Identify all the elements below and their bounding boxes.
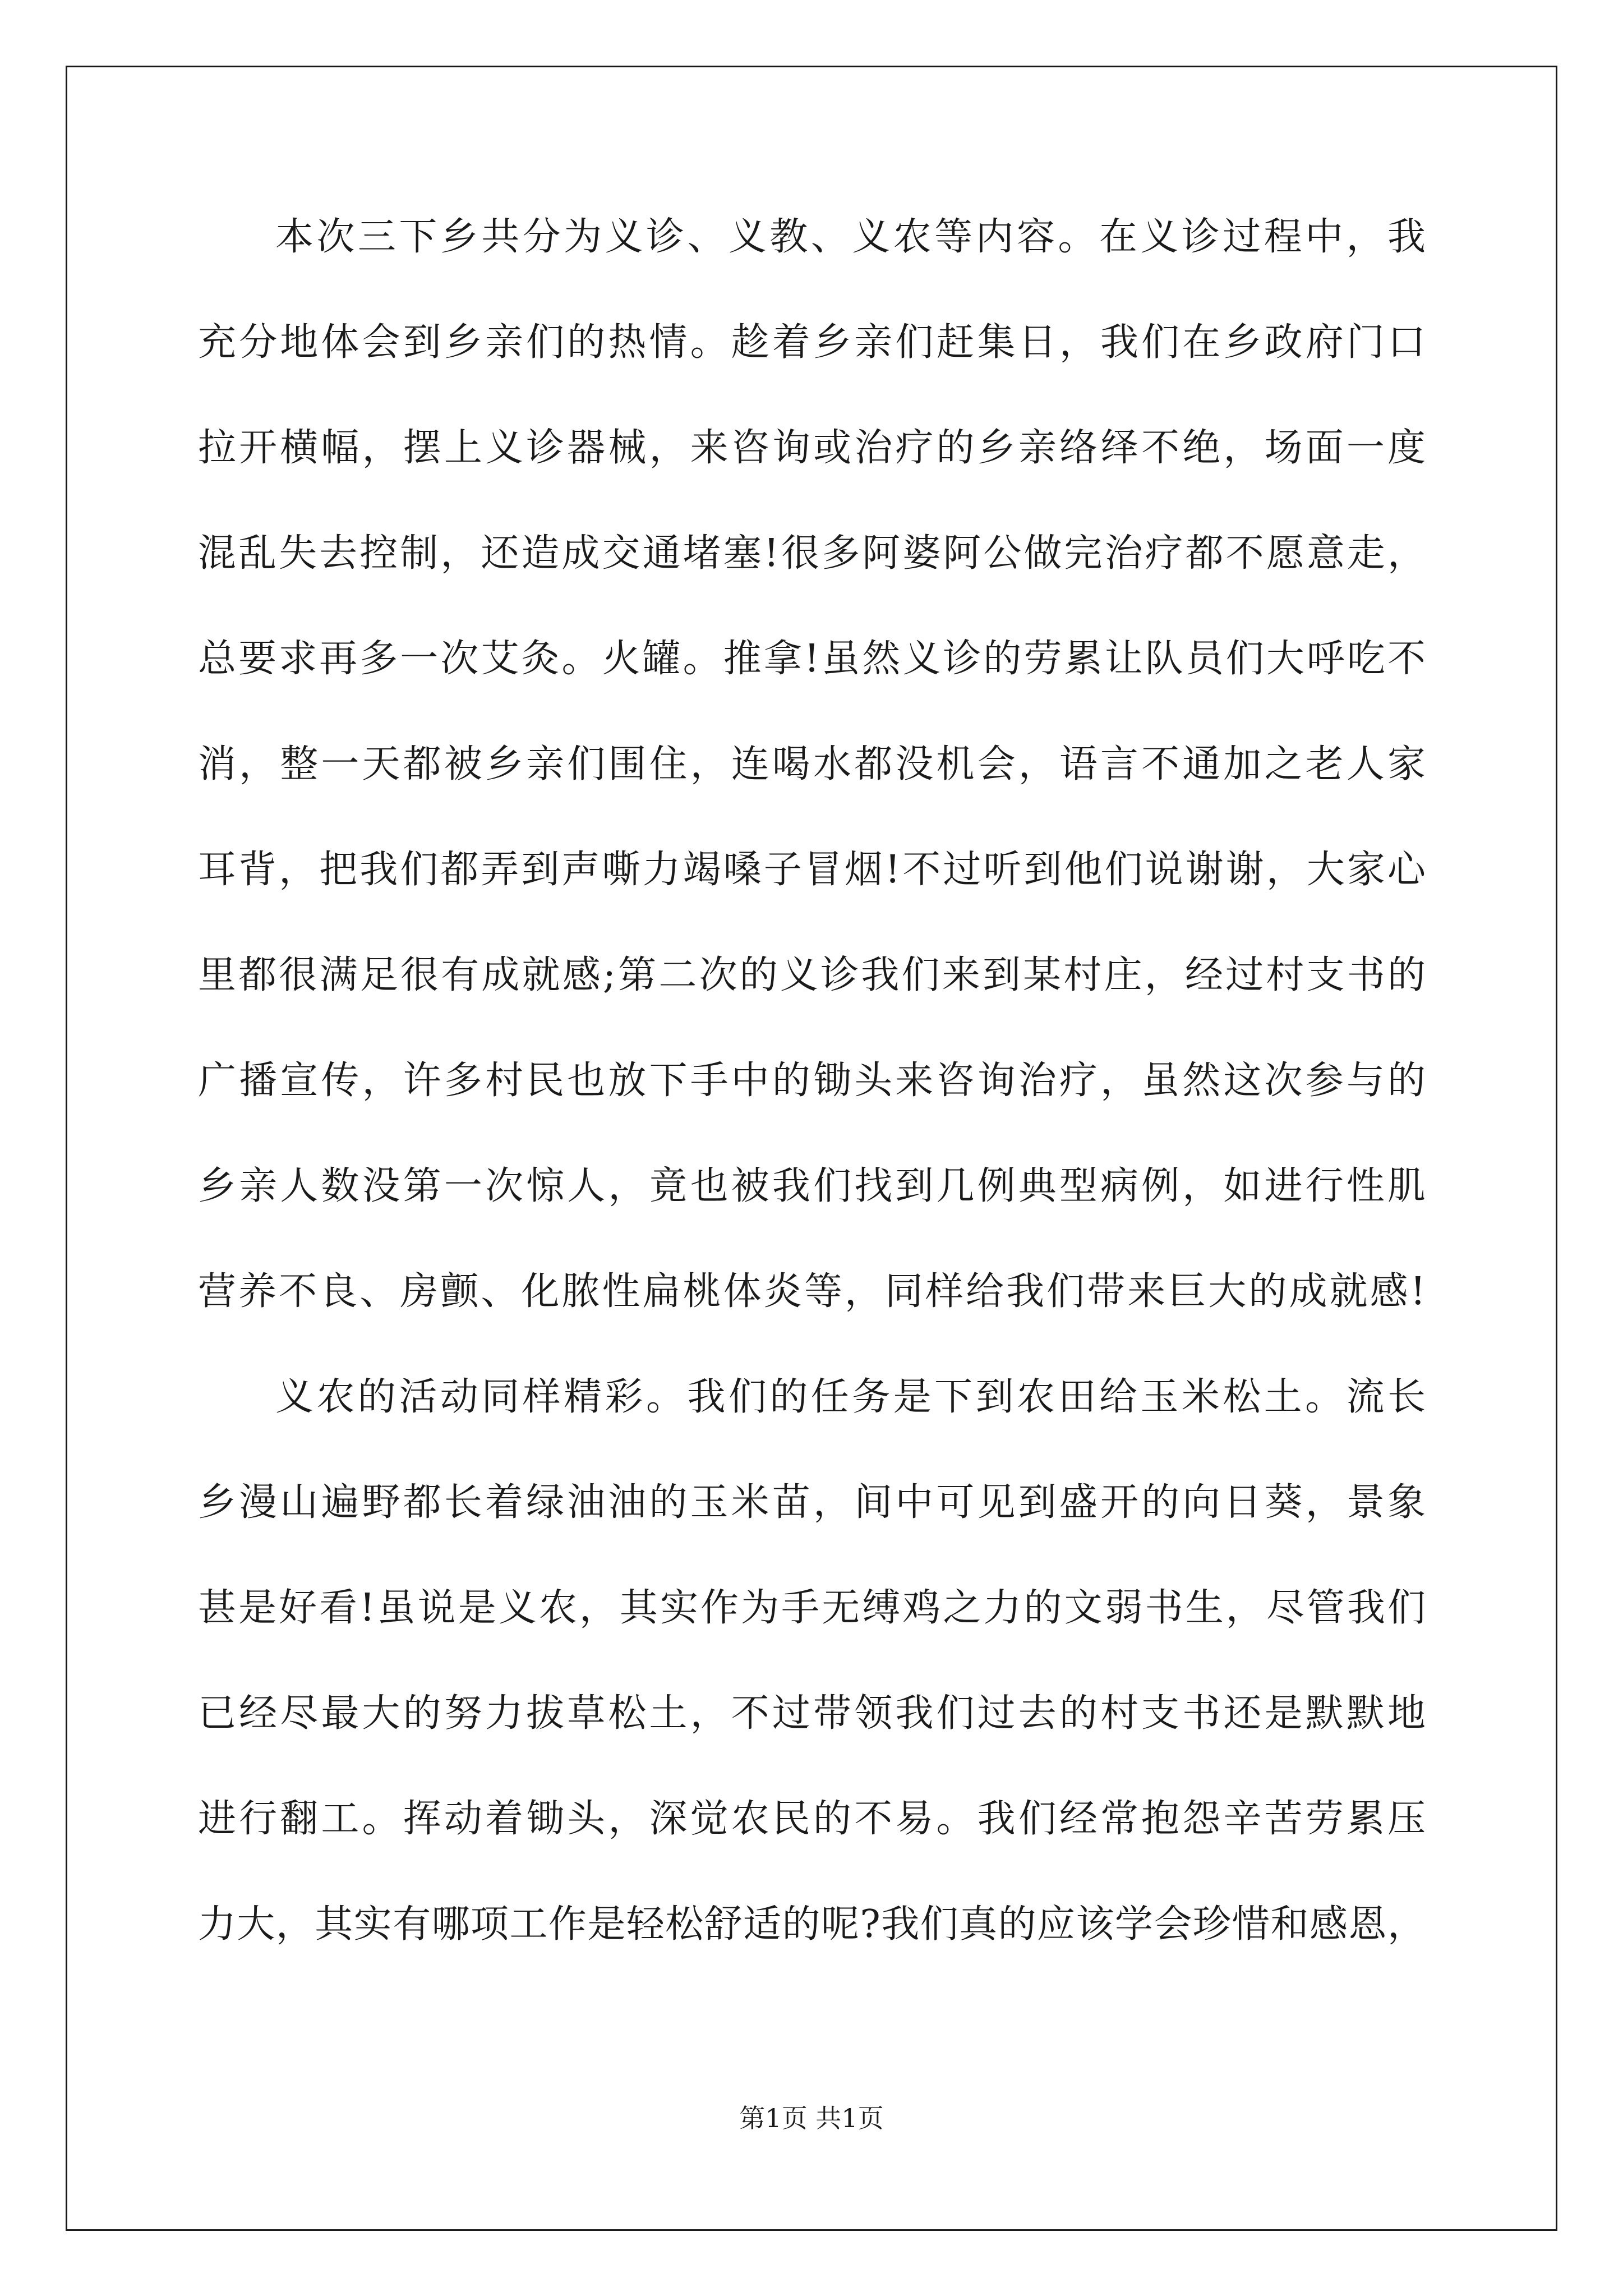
paragraph-line: 乡漫山遍野都长着绿油油的玉米苗，间中可见到盛开的向日葵，景象 (198, 1480, 1426, 1525)
paragraph-line: 混乱失去控制，还造成交通堵塞!很多阿婆阿公做完治疗都不愿意走， (198, 531, 1426, 576)
paragraph-line: 充分地体会到乡亲们的热情。趁着乡亲们赶集日，我们在乡政府门口 (198, 320, 1426, 365)
paragraph-line: 已经尽最大的努力拔草松土，不过带领我们过去的村支书还是默默地 (198, 1691, 1426, 1736)
paragraph-line: 甚是好看!虽说是义农，其实作为手无缚鸡之力的文弱书生，尽管我们 (198, 1586, 1426, 1630)
document-body (198, 211, 1426, 2004)
paragraph-line: 本次三下乡共分为义诊、义教、义农等内容。在义诊过程中，我 (275, 215, 1426, 259)
page-footer: 第1页 共1页 (739, 2103, 884, 2133)
paragraph-line: 拉开横幅，摆上义诊器械，来咨询或治疗的乡亲络绎不绝，场面一度 (198, 426, 1426, 470)
paragraph-line: 乡亲人数没第一次惊人，竟也被我们找到几例典型病例，如进行性肌 (198, 1164, 1426, 1208)
paragraph-line: 里都很满足很有成就感;第二次的义诊我们来到某村庄，经过村支书的 (198, 953, 1426, 997)
paragraph-line: 进行翻工。挥动着锄头，深觉农民的不易。我们经常抱怨辛苦劳累压 (198, 1797, 1426, 1841)
paragraph-line: 力大，其实有哪项工作是轻松舒适的呢?我们真的应该学会珍惜和感恩， (198, 1902, 1426, 1947)
paragraph-line: 消，整一天都被乡亲们围住，连喝水都没机会，语言不通加之老人家 (198, 742, 1426, 786)
paragraph-line: 营养不良、房颤、化脓性扁桃体炎等，同样给我们带来巨大的成就感! (198, 1269, 1426, 1314)
paragraph-line: 义农的活动同样精彩。我们的任务是下到农田给玉米松土。流长 (275, 1375, 1426, 1419)
paragraph-line: 总要求再多一次艾灸。火罐。推拿!虽然义诊的劳累让队员们大呼吃不 (198, 637, 1426, 681)
paragraph-line: 耳背，把我们都弄到声嘶力竭嗓子冒烟!不过听到他们说谢谢，大家心 (198, 848, 1426, 892)
paragraph-line: 广播宣传，许多村民也放下手中的锄头来咨询治疗，虽然这次参与的 (198, 1059, 1426, 1103)
